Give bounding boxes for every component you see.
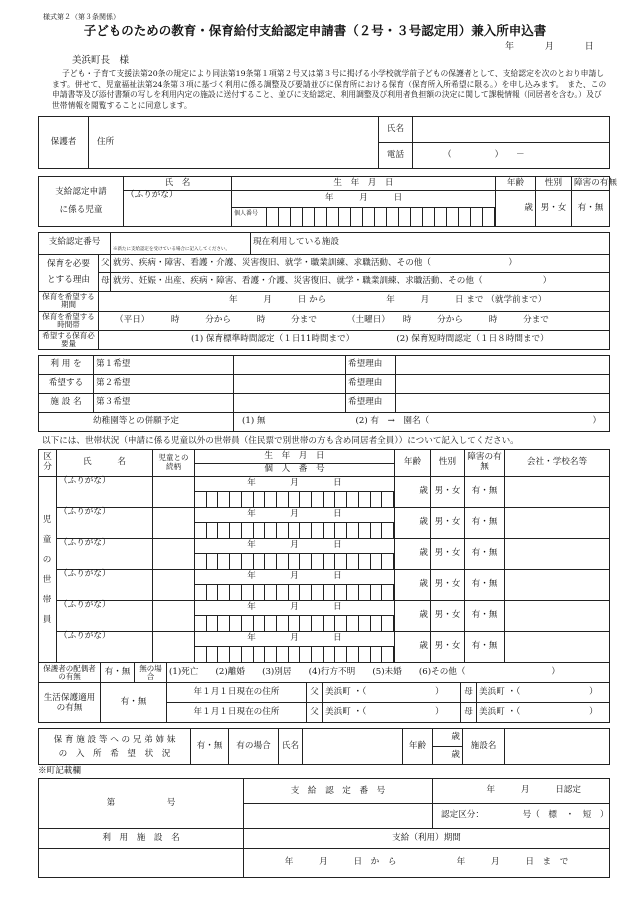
wish-reason-3-field[interactable] <box>396 394 610 413</box>
hh-id-field[interactable] <box>195 492 395 508</box>
hh-company-field[interactable] <box>505 570 610 601</box>
sibling-age-label: 年齢 <box>403 729 433 765</box>
hh-relation-field[interactable] <box>153 539 195 570</box>
reason-mother-label: 母 <box>99 273 111 292</box>
hh-name-field[interactable]: （ふりがな） <box>57 632 153 663</box>
sibling-name-label: 氏名 <box>279 729 303 765</box>
welfare-addr-label: 年１月１日現在の住所 <box>167 683 307 703</box>
child-sex-header: 性別 <box>536 177 572 191</box>
hh-company-field[interactable] <box>505 508 610 539</box>
hh-relation-field[interactable] <box>153 632 195 663</box>
current-facility-field[interactable]: 現在利用している施設 <box>251 233 610 255</box>
hh-name-field[interactable]: （ふりがな） <box>57 601 153 632</box>
hh-birth-header: 生 年 月 日 <box>195 450 395 464</box>
hh-dis-field[interactable]: 有・無 <box>465 477 505 508</box>
cert-number-label: 支給認定番号 <box>39 233 111 255</box>
hh-birth-field[interactable]: 年 月 日 <box>195 508 395 523</box>
hh-id-field[interactable] <box>195 554 395 570</box>
hh-age-field[interactable]: 歳 <box>395 632 431 663</box>
guardian-table <box>38 116 610 169</box>
time-label: 保育を希望する時間帯 <box>39 311 99 331</box>
welfare-father-field[interactable]: 美浜町 ・（ ） <box>323 683 461 703</box>
office-period-label: 支給（利用）期間 <box>244 829 610 849</box>
spouse-when-label: 無の場合 <box>135 663 167 683</box>
intro-text: 子ども・子育て支援法第20条の規定により同法第19条第１項第２号又は第３号に掲げる小学校就学前子どもの保護者として、支給認定を次のとおり申請します。併せて、児童福祉法第24条第３項に基づく利用に係る調整及び要請並びに保育所における保育（保育所入所希望に限る。）を申し込みます。 また、この申請書等及び添付書類の写しを利用内定の施設に送付すること、並びに支給認定、利用調整及び利用者負担額の決定に関して課税情報（同居者を含む。）及び世帯情報を閲覧することに同意します。 <box>52 69 607 110</box>
phone-label: 電話 <box>379 143 413 169</box>
office-cert-label: 支 給 認 定 番 号 <box>244 779 433 803</box>
sibling-age-field-2[interactable]: 歳 <box>433 747 463 765</box>
wish-reason-3-label: 希望理由 <box>346 394 396 413</box>
month-label: 月 <box>544 42 554 52</box>
hh-sex-field[interactable]: 男・女 <box>431 570 465 601</box>
hh-name-field[interactable]: （ふりがな） <box>57 570 153 601</box>
welfare-mother-label: 母 <box>461 703 477 723</box>
hh-dis-field[interactable]: 有・無 <box>465 539 505 570</box>
kinder-field[interactable]: (1) 無 (2) 有 → 園名（ ） <box>234 413 610 432</box>
wish-choice-2-field[interactable] <box>234 375 346 394</box>
hh-company-field[interactable] <box>505 477 610 508</box>
spouse-reasons[interactable]: (1)死亡 (2)離婚 (3)別居 (4)行方不明 (5)未婚 (6)その他（ ） <box>167 663 610 683</box>
hh-birth-field[interactable]: 年 月 日 <box>195 632 395 647</box>
hh-id-field[interactable] <box>195 616 395 632</box>
hh-birth-field[interactable]: 年 月 日 <box>195 539 395 554</box>
office-facility-field <box>39 849 244 878</box>
hh-sex-field[interactable]: 男・女 <box>431 508 465 539</box>
wish-choice-3-field[interactable] <box>234 394 346 413</box>
hh-age-field[interactable]: 歳 <box>395 539 431 570</box>
hh-dis-header: 障害の有無 <box>465 450 505 477</box>
application-date <box>505 42 594 52</box>
child-sex-field[interactable]: 男・女 <box>536 191 572 227</box>
welfare-father-label: 父 <box>307 703 323 723</box>
need-field[interactable]: (1) 保育標準時間認定（１日11時間まで） (2) 保育短時間認定（１日８時間まで） <box>99 331 610 350</box>
guardian-name-field[interactable] <box>413 117 610 143</box>
wish-choice-1-label: 第１希望 <box>94 356 234 375</box>
spouse-welfare-table <box>38 662 610 723</box>
hh-name-field[interactable]: （ふりがな） <box>57 539 153 570</box>
child-birth-field[interactable]: 年 月 日 <box>232 191 496 208</box>
address-field[interactable] <box>89 117 379 169</box>
hh-age-field[interactable]: 歳 <box>395 508 431 539</box>
reason-label: 保育を必要 とする理由 <box>39 254 99 291</box>
spouse-opts[interactable]: 有・無 <box>101 663 135 683</box>
child-table <box>38 176 617 227</box>
hh-birth-field[interactable]: 年 月 日 <box>195 570 395 585</box>
hh-id-field[interactable] <box>195 647 395 663</box>
hh-name-header: 氏 名 <box>57 450 153 477</box>
day-label: 日 <box>584 42 594 52</box>
hh-company-field[interactable] <box>505 539 610 570</box>
office-table <box>38 778 610 878</box>
child-dis-header: 障害の有無 <box>572 177 610 191</box>
hh-sex-field[interactable]: 男・女 <box>431 539 465 570</box>
sibling-table <box>38 728 610 765</box>
period-label: 保育を希望する期間 <box>39 292 99 312</box>
hh-company-field[interactable] <box>505 601 610 632</box>
reason-father-label: 父 <box>99 254 111 273</box>
guardian-label: 保護者 <box>39 117 89 169</box>
welfare-mother-field[interactable]: 美浜町 ・（ ） <box>477 703 610 723</box>
welfare-opts[interactable]: 有・無 <box>101 683 167 723</box>
hh-dis-field[interactable]: 有・無 <box>465 508 505 539</box>
office-number: 第 号 <box>39 779 244 829</box>
office-cert-row <box>244 779 610 804</box>
cert-number-field[interactable]: ※新たに支給認定を受けている場合に記入してください。 <box>111 233 251 255</box>
child-age-field[interactable]: 歳 <box>496 191 536 227</box>
hh-company-header: 会社・学校名等 <box>505 450 610 477</box>
wish-label-1: 利 用 を <box>39 356 94 375</box>
hh-name-field[interactable]: （ふりがな） <box>57 508 153 539</box>
household-section-title: 以下には、世帯状況（申請に係る児童以外の世帯員（住民票で別世帯の方も含め同居者全員））について記入してください。 <box>42 436 519 446</box>
wish-reason-1-field[interactable] <box>396 356 610 375</box>
phone-field[interactable]: （ ） － <box>413 143 610 169</box>
hh-group-label: 児 童 の 世 帯 員 <box>39 477 57 663</box>
wish-choice-3-label: 第３希望 <box>94 394 234 413</box>
hh-sex-field[interactable]: 男・女 <box>431 601 465 632</box>
wish-choice-2-label: 第２希望 <box>94 375 234 394</box>
address-label: 住所 <box>97 136 115 147</box>
hh-birth-field[interactable]: 年 月 日 <box>195 477 395 492</box>
spouse-label: 保護者の配偶者の有無 <box>39 663 101 683</box>
kinder-label: 幼稚園等との併願予定 <box>39 413 234 432</box>
child-id-field[interactable]: 個人番号 <box>232 208 496 227</box>
sibling-facility-label: 施設名 <box>463 729 505 765</box>
hh-relation-field[interactable] <box>153 477 195 508</box>
page-title: 子どものための教育・保育給付支給認定申請書（２号・３号認定用）兼入所申込書 <box>83 23 547 38</box>
office-use-label: ※町記載欄 <box>38 766 81 776</box>
wish-reason-2-label: 希望理由 <box>346 375 396 394</box>
child-label: 支給認定申請 に係る児童 <box>39 177 124 227</box>
hh-birth-field[interactable]: 年 月 日 <box>195 601 395 616</box>
child-name-header: 氏 名 <box>124 177 232 191</box>
reason-mother-field[interactable]: 就労、妊娠・出産、疾病・障害、看護・介護、災害復旧、就学・職業訓練、求職活動、その他（ ） <box>111 273 610 292</box>
hh-sex-header: 性別 <box>431 450 465 477</box>
hh-id-header: 個 人 番 号 <box>195 464 395 477</box>
office-period-dates: 年 月 日 か ら 年 月 日 ま で <box>244 849 610 878</box>
period-field[interactable]: 年 月 日 から 年 月 日 まで （就学前まで） <box>99 292 610 312</box>
office-category-row <box>244 804 610 829</box>
office-cert-date: 年 月 日認定 <box>486 785 581 796</box>
hh-relation-field[interactable] <box>153 570 195 601</box>
hh-relation-field[interactable] <box>153 508 195 539</box>
hh-dis-field[interactable]: 有・無 <box>465 601 505 632</box>
household-table <box>38 449 610 663</box>
child-name-field[interactable]: （ふりがな） <box>124 191 232 227</box>
addressee: 美浜町長 様 <box>72 55 130 66</box>
welfare-mother-field[interactable]: 美浜町 ・（ ） <box>477 683 610 703</box>
sibling-if-yes-label: 有の場合 <box>229 729 279 765</box>
hh-dis-field[interactable]: 有・無 <box>465 632 505 663</box>
welfare-father-label: 父 <box>307 683 323 703</box>
office-facility-label: 利 用 施 設 名 <box>39 829 244 849</box>
hh-age-header: 年齢 <box>395 450 431 477</box>
form-number: 様式第２（第３条関係） <box>43 13 120 21</box>
wish-label-2: 希望する <box>39 375 94 394</box>
wish-table <box>38 355 610 432</box>
sibling-label: 保 育 施 設 等 へ の 兄 弟 姉 妹 の 入 所 希 望 状 況 <box>39 729 191 765</box>
hh-dis-field[interactable]: 有・無 <box>465 570 505 601</box>
sibling-facility-field[interactable] <box>505 729 610 765</box>
sibling-age-field-1[interactable]: 歳 <box>433 729 463 747</box>
wish-reason-1-label: 希望理由 <box>346 356 396 375</box>
welfare-father-field[interactable]: 美浜町 ・（ ） <box>323 703 461 723</box>
hh-age-field[interactable]: 歳 <box>395 601 431 632</box>
child-age-header: 年齢 <box>496 177 536 191</box>
hh-kubun-header: 区分 <box>39 450 57 477</box>
guardian-name-label: 氏名 <box>379 117 413 143</box>
wish-choice-1-field[interactable] <box>234 356 346 375</box>
reason-father-field[interactable]: 就労、疾病・障害、看護・介護、災害復旧、就学・職業訓練、求職活動、その他（ ） <box>111 254 610 273</box>
need-label: 希望する保育必要量 <box>39 331 99 350</box>
year-label: 年 <box>505 42 515 52</box>
hh-age-field[interactable]: 歳 <box>395 477 431 508</box>
welfare-label: 生活保護適用の有無 <box>39 683 101 723</box>
hh-company-field[interactable] <box>505 632 610 663</box>
hh-relation-header: 児童との続柄 <box>153 450 195 477</box>
welfare-addr-label: 年１月１日現在の住所 <box>167 703 307 723</box>
hh-relation-field[interactable] <box>153 601 195 632</box>
hh-age-field[interactable]: 歳 <box>395 570 431 601</box>
wish-label-3: 施 設 名 <box>39 394 94 413</box>
wish-reason-2-field[interactable] <box>396 375 610 394</box>
hh-id-field[interactable] <box>195 523 395 539</box>
hh-sex-field[interactable]: 男・女 <box>431 477 465 508</box>
hh-id-field[interactable] <box>195 585 395 601</box>
welfare-mother-label: 母 <box>461 683 477 703</box>
hh-name-field[interactable]: （ふりがな） <box>57 477 153 508</box>
office-category: 認定区分： 号（ 標 ・ 短 ） <box>441 810 609 821</box>
time-field[interactable]: （平日） 時 分から 時 分まで （土曜日） 時 分から 時 分まで <box>99 311 610 331</box>
hh-sex-field[interactable]: 男・女 <box>431 632 465 663</box>
child-birth-header: 生 年 月 日 <box>232 177 496 191</box>
sibling-opts[interactable]: 有・無 <box>191 729 229 765</box>
sibling-name-field[interactable] <box>303 729 403 765</box>
child-dis-field[interactable]: 有・無 <box>572 191 610 227</box>
certification-table <box>38 232 610 350</box>
